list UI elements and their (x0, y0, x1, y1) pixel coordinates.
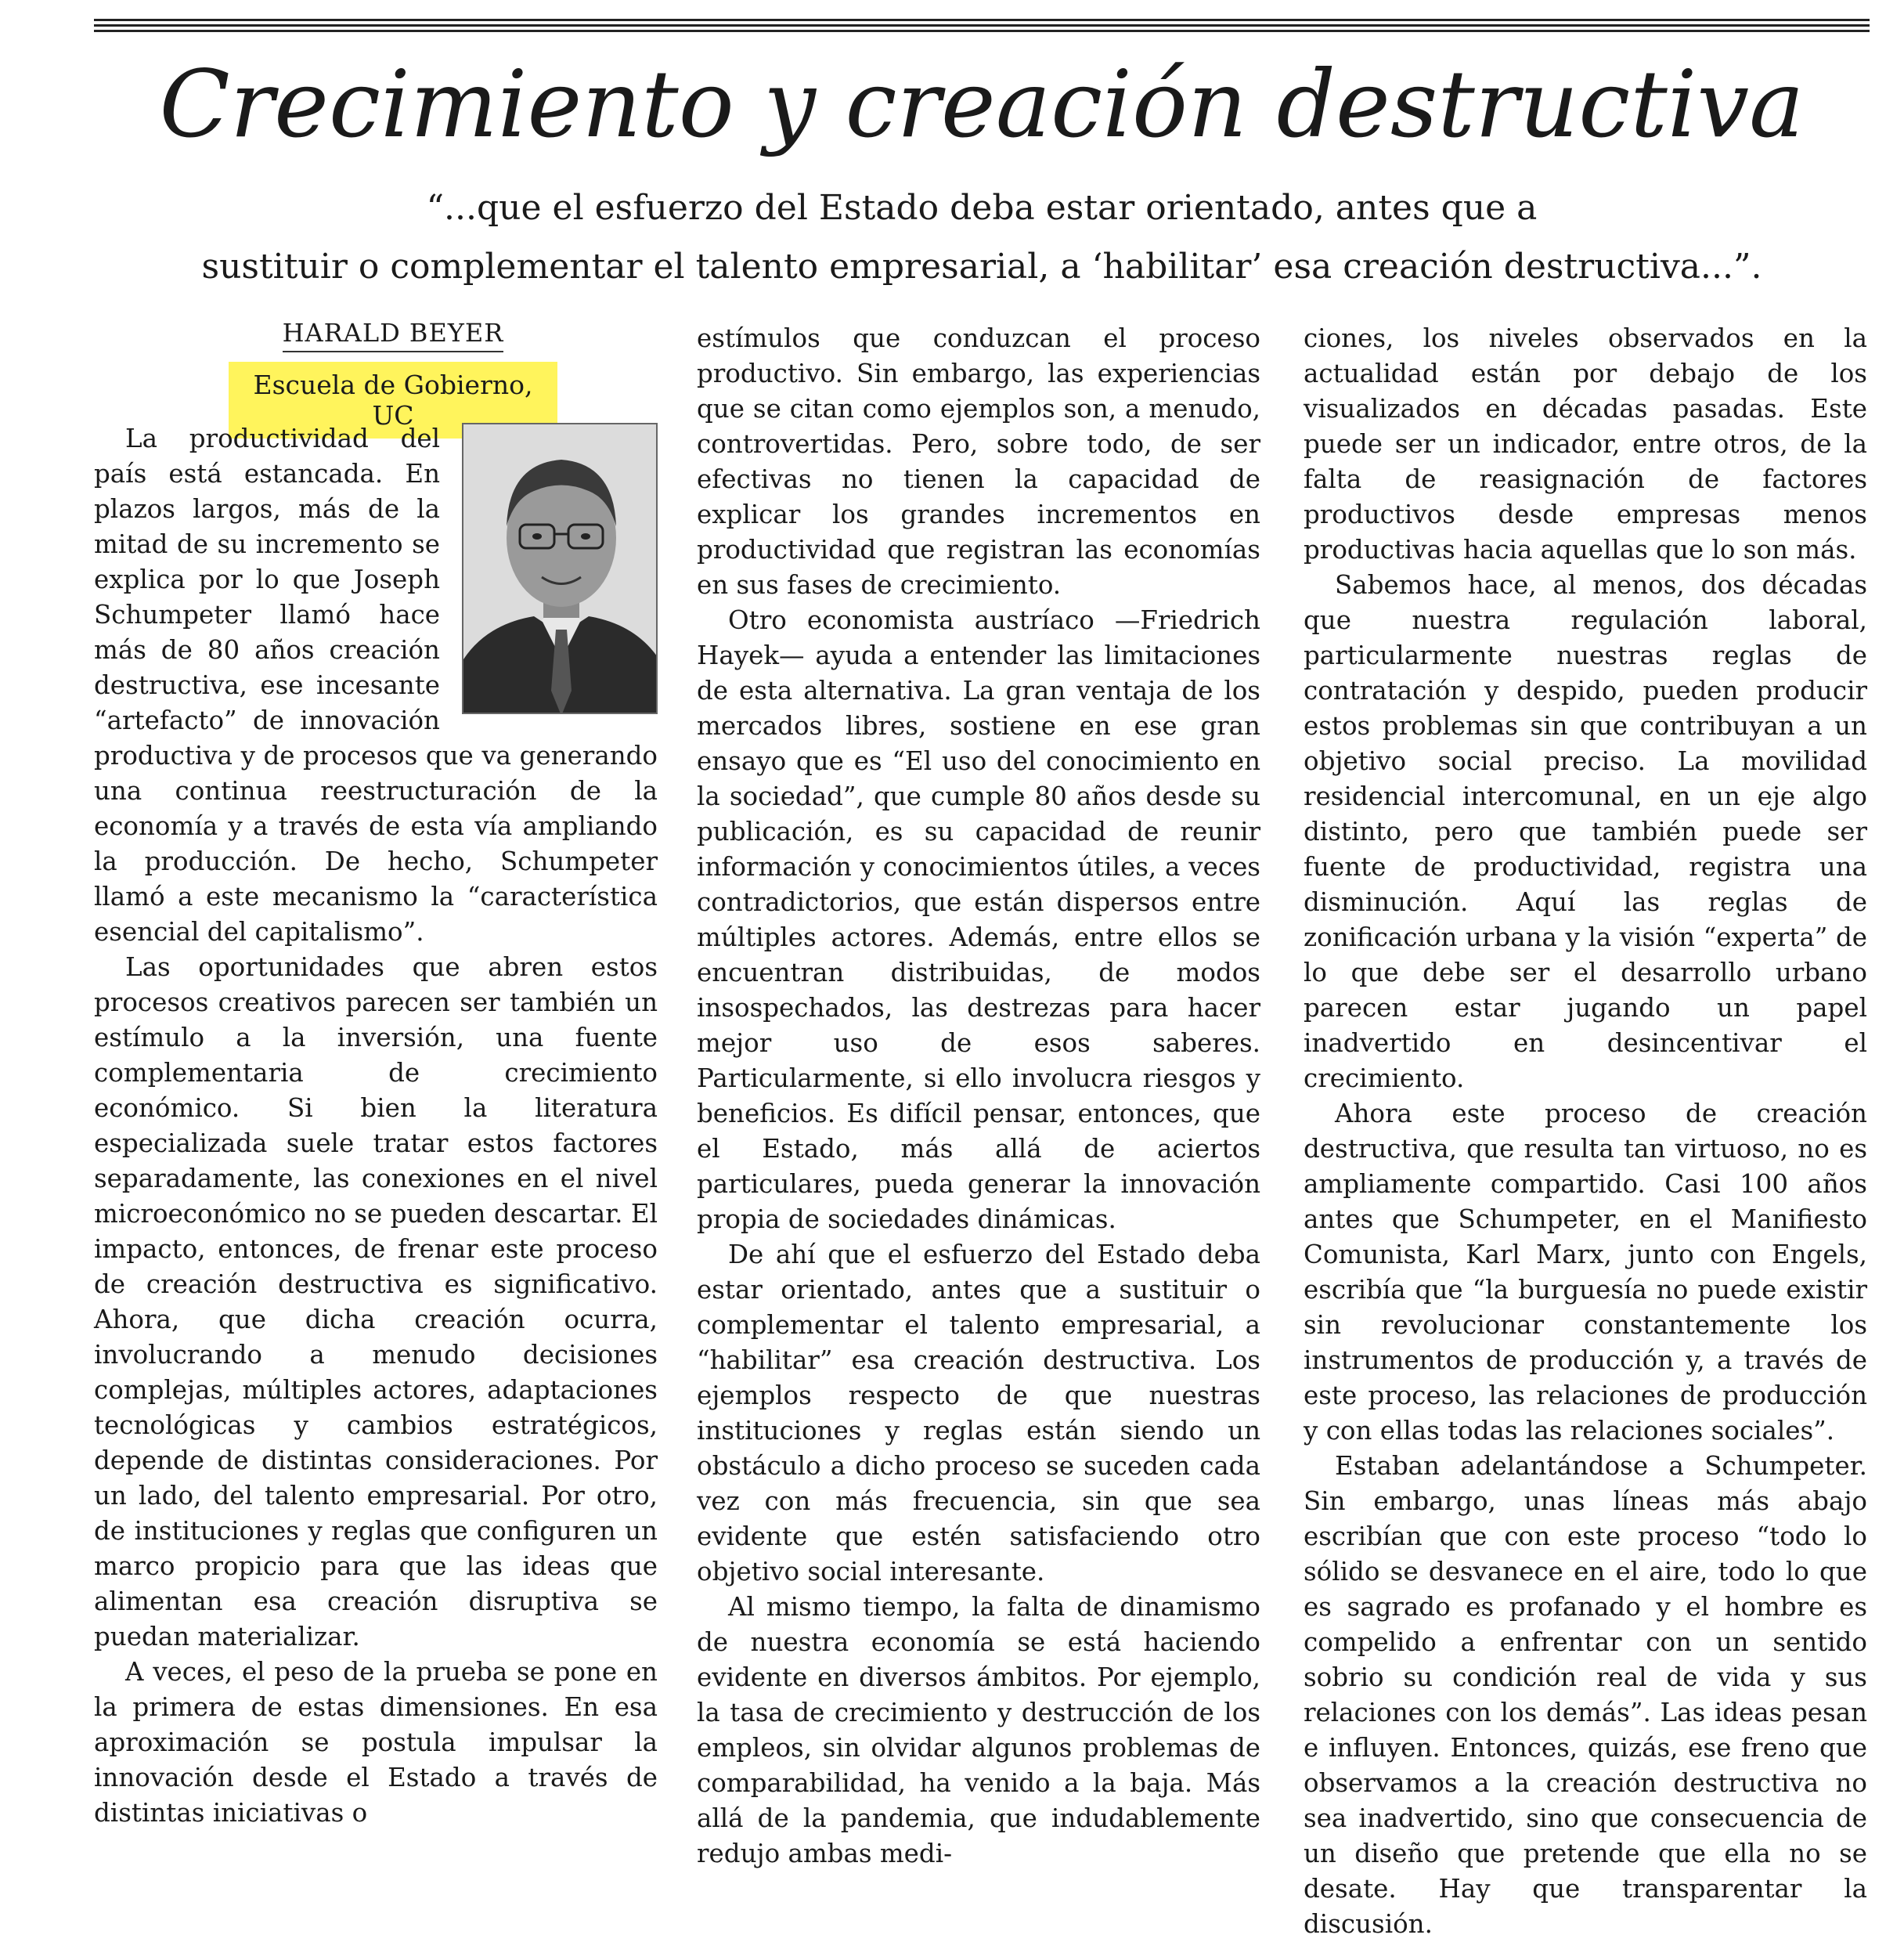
top-rule-lines (94, 19, 1870, 35)
column2-paragraph-2: Otro economista austríaco —Friedrich Hayek— ayuda a entender las limitaciones de esta alternativa. La gran ventaja de los mercados libres, sostiene en ese gran ensayo que es “El uso del conocimiento en la sociedad”, que cumple 80 años desde su publicación, es su capacidad de reunir información y conocimientos útiles, a veces contradictorios, que están dispersos entre múltiples actores. Además, entre ellos se encuentran distribuidas, de modos insospechados, las destrezas para hacer mejor uso de esos saberes. Particularmente, si ello involucra riesgos y beneficios. Es difícil pensar, entonces, que el Estado, más allá de aciertos particulares, pueda generar la innovación propia de sociedades dinámicas. (697, 605, 1260, 1234)
column3-paragraph-3: Ahora este proceso de creación destructiva, que resulta tan virtuoso, no es ampliamente compartido. Casi 100 años antes que Schumpeter, en el Manifiesto Comunista, Karl Marx, junto con Engels, escribía que “la burguesía no puede existir sin revolucionar constantemente los instrumentos de producción y, a través de este proceso, las relaciones de producción y con ellas todas las relaciones sociales”. (1304, 1099, 1867, 1446)
column3-paragraph-4: Estaban adelantándose a Schumpeter. Sin embargo, unas líneas más abajo escribían que con este proceso “todo lo sólido se desvanece en el aire, todo lo que es sagrado es profanado y el hombre es compelido a enfrentar con un sentido sobrio su condición real de vida y sus relaciones con los demás”. Las ideas pesan e influyen. Entonces, quizás, ese freno que observamos a la creación destructiva no sea inadvertido, sino que consecuencia de un diseño que pretende que ella no se desate. Hay que transparentar la discusión. (1304, 1451, 1867, 1939)
author-portrait-photo (462, 423, 658, 714)
byline (229, 318, 557, 439)
column3-paragraph-2: Sabemos hace, al menos, dos décadas que nuestra regulación laboral, particularmente nuestras reglas de contratación y despido, pueden producir estos problemas sin que contribuyan a un objetivo social preciso. La movilidad residencial intercomunal, en un eje algo distinto, pero que también puede ser fuente de productividad, registra una disminución. Aquí las reglas de zonificación urbana y la visión “experta” de lo que debe ser el desarrollo urbano parecen estar jugando un papel inadvertido en desincentivar el crecimiento. (1304, 570, 1867, 1093)
deck-line-1: “...que el esfuerzo del Estado deba estar orientado, antes que a (426, 188, 1538, 228)
top-rule-2 (94, 24, 1870, 27)
column2-paragraph-3: De ahí que el esfuerzo del Estado deba estar orientado, antes que a sustituir o complementar el talento empresarial, a “habilitar” esa creación destructiva. Los ejemplos respecto de que nuestras instituciones y reglas están siendo un obstáculo a dicho proceso se suceden cada vez con más frecuencia, sin que sea evidente que estén satisfaciendo otro objetivo social interesante. (697, 1240, 1260, 1586)
column1-paragraph-1: La productividad del país está estancada. En plazos largos, más de la mitad de su incremento se explica por lo que Joseph Schumpeter llamó hace más de 80 años creación destructiva, ese incesante “artefacto” de innovación productiva y de procesos que va generando una continua reestructuración de la economía y a través de esta vía ampliando la producción. De hecho, Schumpeter llamó a este mecanismo la “característica esencial del capitalismo”. (94, 424, 658, 947)
article-column-2 (697, 321, 1260, 1872)
author-name: HARALD BEYER (283, 318, 504, 352)
column2-paragraph-1: estímulos que conduzcan el proceso productivo. Sin embargo, las experiencias que se citan como ejemplos son, a menudo, controvertidas. Pero, sobre todo, de ser efectivas no tienen la capacidad de explicar los grandes incrementos en productividad que registran las economías en sus fases de crecimiento. (697, 323, 1260, 600)
article-column-3 (1304, 321, 1867, 1942)
column2-paragraph-4: Al mismo tiempo, la falta de dinamismo de nuestra economía se está haciendo evidente en diversos ámbitos. Por ejemplo, la tasa de crecimiento y destrucción de los empleos, sin olvidar algunos problemas de comparabilidad, ha venido a la baja. Más allá de la pandemia, que indudablemente redujo ambas medi- (697, 1592, 1260, 1868)
column1-paragraph-2: Las oportunidades que abren estos procesos creativos parecen ser también un estímulo a la inversión, una fuente complementaria de crecimiento económico. Si bien la literatura especializada suele tratar estos factores separadamente, las conexiones en el nivel microeconómico no se pueden descartar. El impacto, entonces, de frenar este proceso de creación destructiva es significativo. Ahora, que dicha creación ocurra, involucrando a menudo decisiones complejas, múltiples actores, adaptaciones tecnológicas y cambios estratégicos, depende de distintas consideraciones. Por un lado, del talento empresarial. Por otro, de instituciones y reglas que configuren un marco propicio para que las ideas que alimentan esa creación disruptiva se puedan materializar. (94, 952, 658, 1651)
top-rule-1 (94, 19, 1870, 21)
deck-line-2: sustituir o complementar el talento empresarial, a ‘habilitar’ esa creación destructiva...”. (201, 247, 1762, 287)
portrait-illustration (463, 424, 658, 714)
column3-paragraph-1: ciones, los niveles observados en la actualidad están por debajo de los visualizados en décadas pasadas. Este puede ser un indicador, entre otros, de la falta de reasignación de factores productivos desde empresas menos productivas hacia aquellas que lo son más. (1304, 323, 1867, 565)
pull-quote-deck (125, 179, 1838, 296)
author-affiliation: Escuela de Gobierno, UC (229, 362, 557, 439)
headline: Crecimiento y creación destructiva (159, 50, 1805, 158)
top-rule-3 (94, 30, 1870, 32)
column1-paragraph-3: A veces, el peso de la prueba se pone en la primera de estas dimensiones. En esa aproximación se postula impulsar la innovación desde el Estado a través de distintas iniciativas o (94, 1657, 658, 1828)
article-column-1 (94, 421, 658, 1831)
